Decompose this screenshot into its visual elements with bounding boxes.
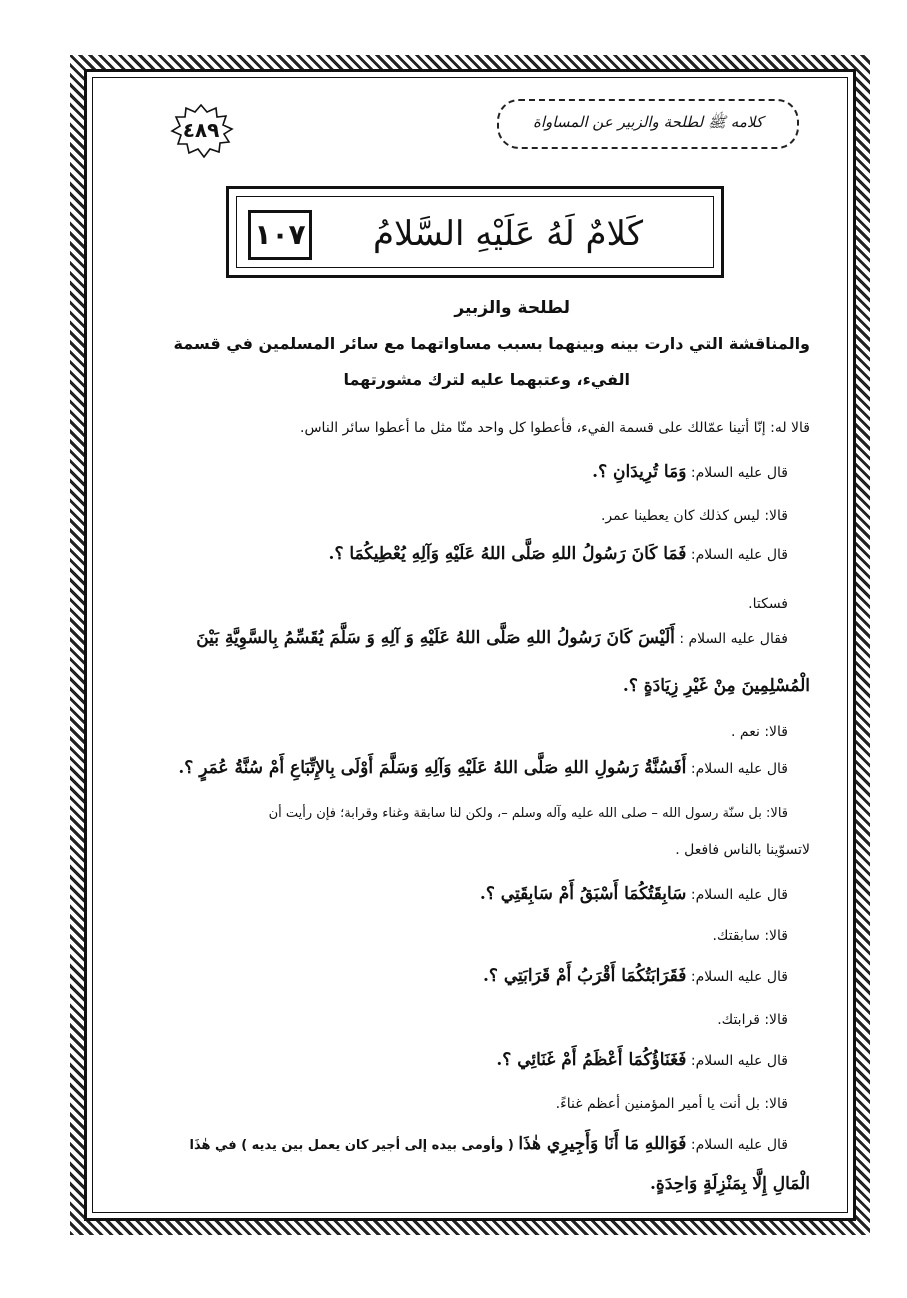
dialogue-line	[717, 1012, 788, 1028]
speaker-text: قال عليه السلام:	[686, 887, 788, 903]
dialogue-line	[480, 884, 788, 904]
quote-text: فَقَرَابَتُكُمَا أَقْرَبُ أَمْ قَرَابَتِي ؟.	[482, 966, 687, 986]
quote-text: فَوَاللهِ مَا أَنَا وَأَجِيرِي هٰذَا	[518, 1134, 687, 1154]
speaker-text: قالا: بل أنت يا أمير المؤمنين أعظم غناءً.	[555, 1096, 788, 1112]
sermon-number: ١٠٧	[248, 210, 312, 260]
dialogue-line	[483, 966, 788, 986]
speaker-text: قالا له: إنّا أتينا عمّالك على قسمة الفيء، فأعطوا كل واحد منّا مثل ما أعطوا سائر الناس.	[300, 420, 810, 436]
speaker-text: فقال عليه السلام :	[674, 631, 788, 647]
speaker-text: قال عليه السلام:	[686, 969, 788, 985]
speaker-text: قالا: سابقتك.	[712, 928, 788, 944]
speaker-text: قالا: نعم .	[731, 724, 788, 740]
quote-text: فَمَا كَانَ رَسُولُ اللهِ صَلَّى اللهُ عَلَيْهِ وَآلِهِ يُعْطِيكُمَا ؟.	[328, 544, 687, 564]
speaker-text: قال عليه السلام:	[686, 465, 788, 481]
speaker-text: قال عليه السلام:	[686, 761, 788, 777]
dialogue-line	[496, 1050, 788, 1070]
intro-line-1: والمناقشة التي دارت بينه وبينهما بسبب مساواتهما مع سائر المسلمين في قسمة	[173, 334, 810, 353]
dialogue-line	[556, 1096, 788, 1112]
quote-text: أَلَيْسَ كَانَ رَسُولُ اللهِ صَلَّى اللهُ عَلَيْهِ وَ آلِهِ وَ سَلَّمَ يُقَسِّمُ بِالسَّوِيَّةِ بَيْنَ	[196, 628, 675, 648]
dialogue-line	[196, 628, 788, 648]
running-header	[497, 99, 799, 149]
quote-text: الْمُسْلِمِينَ مِنْ غَيْرِ زِيَادَةٍ ؟.	[622, 676, 810, 696]
chapter-title: كَلامٌ لَهُ عَلَيْهِ السَّلامُ	[372, 214, 644, 254]
dialogue-line	[748, 596, 788, 612]
aside-text: ( وأومى بيده إلى أجير كان يعمل بين يديه ) في هٰذَا	[189, 1138, 519, 1153]
speaker-text: قالا: ليس كذلك كان يعطينا عمر.	[600, 508, 788, 524]
intro-line-2: الفيء، وعتبهما عليه لترك مشورتهما	[343, 370, 630, 389]
dialogue-line	[329, 544, 788, 564]
dialogue-line	[731, 724, 788, 740]
quote-text: سَابِقَتُكُمَا أَسْبَقُ أَمْ سَابِقَتِي ؟.	[479, 884, 687, 904]
speaker-text: قالا: بل سنّة رسول الله – صلى الله عليه وآله وسلم –، ولكن لنا سابقة وغناء وقرابة؛ فإن رأيت أن	[268, 806, 788, 821]
subject-line: لطلحة والزبير	[454, 298, 570, 318]
dialogue-line	[623, 676, 810, 696]
dialogue-line	[178, 758, 788, 778]
quote-text: فَغَنَاؤُكُمَا أَعْظَمُ أَمْ غَنَائِي ؟.	[496, 1050, 687, 1070]
quote-text: أَفَسُنَّةُ رَسُولِ اللهِ صَلَّى اللهُ عَلَيْهِ وَآلِهِ وَسَلَّمَ أَوْلَى بِالإِتِّبَاعِ أَمْ سُنَّةُ عُمَرٍ ؟.	[178, 758, 687, 778]
dialogue-line	[601, 508, 788, 524]
dialogue-line	[650, 1174, 810, 1194]
page-number: ٤٨٩	[182, 118, 220, 142]
dialogue-line	[592, 462, 788, 482]
speaker-text: قال عليه السلام:	[686, 1137, 788, 1153]
speaker-text: قالا: قرابتك.	[717, 1012, 788, 1028]
quote-text: الْمَالِ إِلَّا بِمَنْزِلَةٍ وَاحِدَةٍ.	[650, 1174, 810, 1194]
page-number-badge	[168, 104, 234, 158]
speaker-text: قال عليه السلام:	[686, 547, 788, 563]
dialogue-line	[190, 1134, 788, 1154]
quote-text: وَمَا تُرِيدَانِ ؟.	[592, 462, 687, 482]
dialogue-line	[712, 928, 788, 944]
dialogue-line	[300, 420, 810, 436]
speaker-text: قال عليه السلام:	[686, 1053, 788, 1069]
dialogue-line	[269, 806, 788, 821]
dialogue-line	[675, 842, 810, 858]
running-title: كلامه ﷺ لطلحة والزبير عن المساواة	[533, 113, 763, 131]
speaker-text: لاتسوّينا بالناس فافعل .	[675, 842, 810, 858]
speaker-text: فسكتا.	[748, 596, 788, 612]
